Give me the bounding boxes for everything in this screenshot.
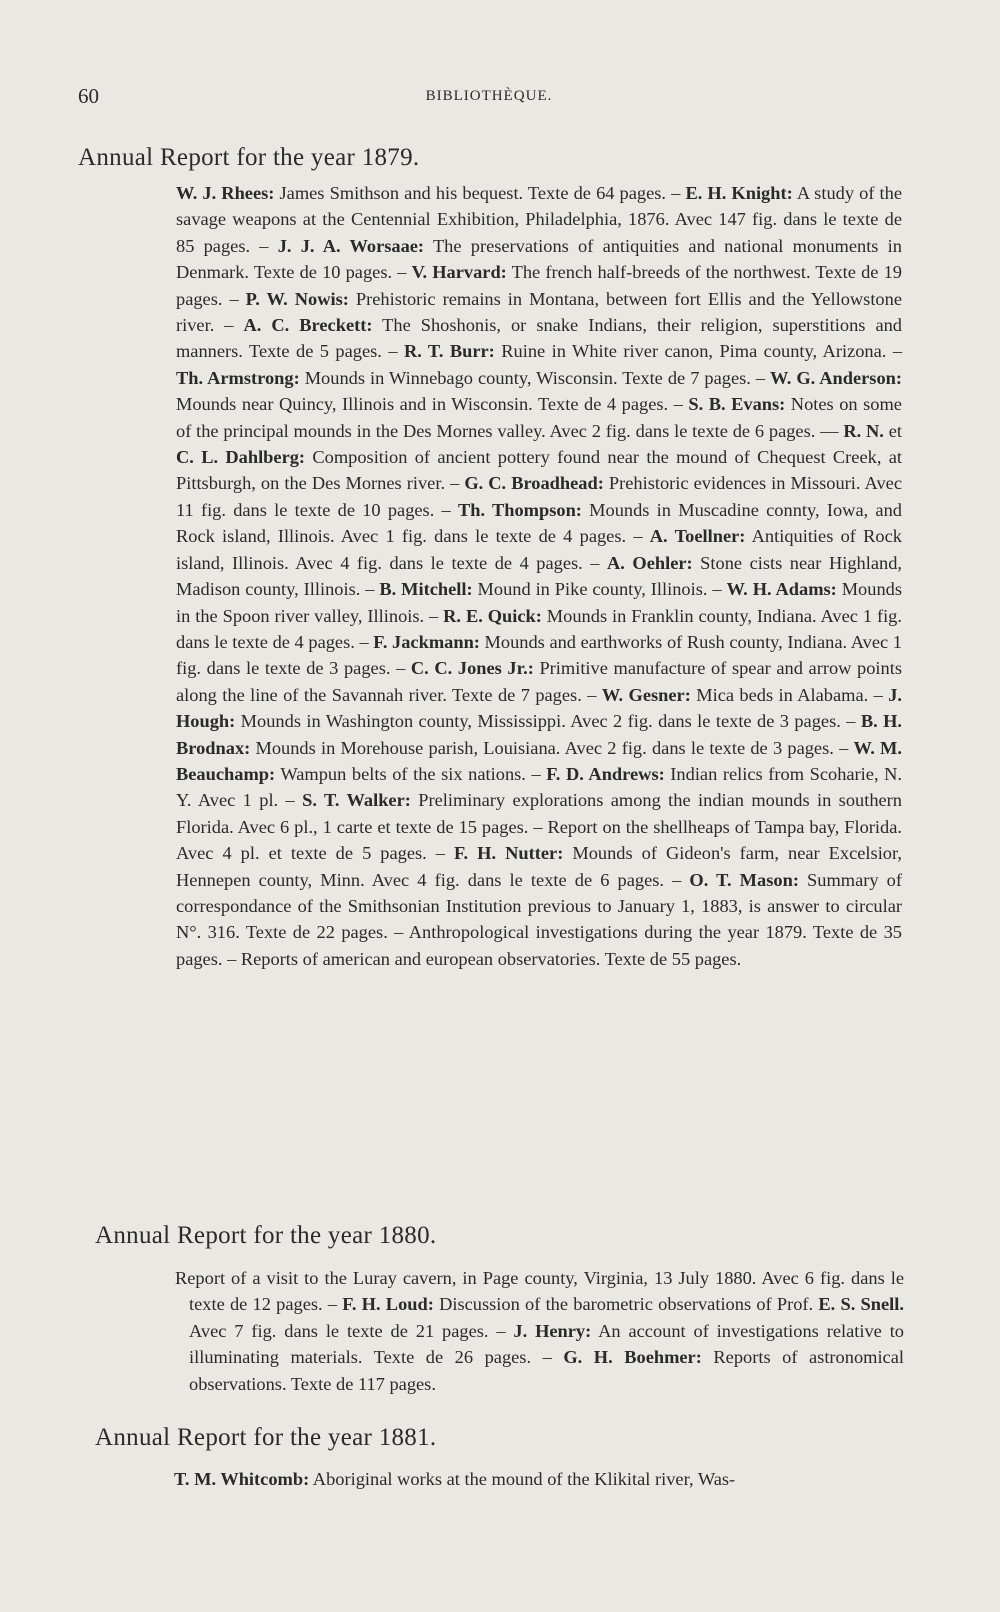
author-name: F. H. Loud: <box>342 1294 434 1315</box>
entry-text: Mounds of Gideon's farm, near Excelsior, Hennepen county, Minn. Avec 4 fig. dans le texte de 6 pages. – <box>176 843 902 890</box>
section-title-1881: Annual Report for the year 1881. <box>95 1424 437 1451</box>
author-name: B. H. Brodnax: <box>176 711 902 758</box>
author-name: W. J. Rhees: <box>176 183 275 203</box>
entry-text: Mounds in Franklin county, Indiana. Avec 1 fig. dans le texte de 4 pages. – <box>176 605 902 652</box>
author-name: W. M. Beauchamp: <box>176 737 902 784</box>
entry-text: Antiquities of Rock island, Illinois. Avec 4 fig. dans le texte de 4 pages. – <box>176 526 902 573</box>
author-name: R. T. Burr: <box>403 341 495 362</box>
author-name: B. Mitchell: <box>379 579 473 600</box>
author-name: J. Hough: <box>176 684 903 732</box>
entry-text: Ruine in White river canon, Pima county, Arizona. – <box>494 341 903 362</box>
author-name: J. J. A. Worsaae: <box>277 235 425 256</box>
entry-text: Stone cists near Highland, Madison county, Illinois. – <box>176 552 902 600</box>
author-name: C. L. Dahlberg: <box>176 447 306 468</box>
entry-text: Mounds in the Spoon river valley, Illinois. – <box>176 579 902 626</box>
entry-text: Reports of astronomical observations. Texte de 117 pages. <box>189 1347 904 1394</box>
page-number: 60 <box>78 84 99 108</box>
author-name: J. Henry: <box>513 1320 592 1341</box>
author-name: S. B. Evans: <box>688 394 786 415</box>
entry-text: The Shoshonis, or snake Indians, their religion, superstitions and manners. Texte de 5 pages. – <box>176 315 902 362</box>
author-name: E. S. Snell. <box>818 1294 904 1315</box>
author-name: S. T. Walker: <box>302 790 411 811</box>
section-title-1879: Annual Report for the year 1879. <box>78 144 420 171</box>
entry-text: An account of investigations relative to illuminating materials. Texte de 26 pages. – <box>189 1320 905 1368</box>
author-name: R. E. Quick: <box>443 605 542 626</box>
author-name: F. D. Andrews: <box>546 763 665 784</box>
author-name: P. W. Nowis: <box>245 288 349 309</box>
author-name: C. C. Jones Jr.: <box>410 658 534 679</box>
author-name: G. C. Broadhead: <box>464 473 604 494</box>
entry-text: Preliminary explorations among the indian mounds in southern Florida. Avec 6 pl., 1 carte et texte de 15 pages. – Report on the shellheaps of Tampa bay, Florida. Avec 4 pl. et texte de 5 pages. – <box>176 790 903 864</box>
entry-text: Mound in Pike county, Illinois. – <box>472 579 727 600</box>
author-name: Th. Thompson: <box>457 499 582 520</box>
running-head: BIBLIOTHÈQUE. <box>425 88 553 104</box>
entry-text: Prehistoric remains in Montana, between fort Ellis and the Yellowstone river. – <box>176 288 902 336</box>
author-name: V. Harvard: <box>411 262 507 283</box>
section-body-1879 <box>176 180 902 972</box>
entry-text: Mounds and earthworks of Rush county, Indiana. Avec 1 fig. dans le texte de 3 pages. – <box>176 631 902 679</box>
section-body-1881 <box>174 1466 904 1492</box>
author-name: E. H. Knight: <box>685 183 793 203</box>
page-header <box>78 84 900 116</box>
author-name: F. H. Nutter: <box>454 843 564 864</box>
author-name: A. Oehler: <box>607 552 693 573</box>
entry-text: Aboriginal works at the mound of the Klikital river, Was- <box>309 1469 736 1489</box>
entry-text: Summary of correspondance of the Smithsonian Institution previous to January 1, 1883, is answer to circular N°. 316. Texte de 22 pages. – Anthropological investigations during the year 1879. Texte de 35 pages. – Reports of american and european observatories. Texte de 55 pages. <box>176 869 902 969</box>
entry-text: Wampun belts of the six nations. – <box>275 763 547 784</box>
entry-text: Mounds in Muscadine connty, Iowa, and Rock island, Illinois. Avec 1 fig. dans le texte de 4 pages. – <box>176 499 902 547</box>
author-name: O. T. Mason: <box>689 869 799 890</box>
author-name: F. Jackmann: <box>373 631 480 652</box>
entry-text: James Smithson and his bequest. Texte de 64 pages. – <box>274 183 686 203</box>
author-name: A. Toellner: <box>649 526 746 547</box>
entry-text: Notes on some of the principal mounds in the Des Mornes valley. Avec 2 fig. dans le texte de 6 pages. — <box>176 394 902 441</box>
section-body-1880 <box>175 1265 905 1397</box>
author-name: R. N. <box>843 420 884 441</box>
entry-text: The preservations of antiquities and national monuments in Denmark. Texte de 10 pages. – <box>176 235 902 283</box>
entry-text: Mica beds in Alabama. – <box>690 684 889 705</box>
entry-text: Report of a visit to the Luray cavern, in Page county, Virginia, 13 July 1880. Avec 6 fig. dans le texte de 12 pages. – <box>175 1268 904 1315</box>
author-name: A. C. Breckett: <box>243 315 373 336</box>
entry-text: Composition of ancient pottery found near the mound of Chequest Creek, at Pittsburgh, on the Des Mornes river. – <box>176 447 902 494</box>
entry-text: A study of the savage weapons at the Centennial Exhibition, Philadelphia, 1876. Avec 147 fig. dans le texte de 85 pages. – <box>176 183 903 256</box>
entry-text: Mounds in Winnebago county, Wisconsin. Texte de 7 pages. – <box>299 367 771 388</box>
entry-text: Mounds near Quincy, Illinois and in Wisconsin. Texte de 4 pages. – <box>176 394 689 415</box>
author-name: T. M. Whitcomb: <box>174 1469 310 1489</box>
entry-text: Mounds in Washington county, Mississippi. Avec 2 fig. dans le texte de 3 pages. – <box>235 711 861 732</box>
author-name: Th. Armstrong: <box>176 367 300 388</box>
section-title-1880: Annual Report for the year 1880. <box>95 1222 437 1249</box>
author-name: W. Gesner: <box>601 684 691 705</box>
entry-text: Mounds in Morehouse parish, Louisiana. Avec 2 fig. dans le texte de 3 pages. – <box>250 737 854 758</box>
entry-text: Avec 7 fig. dans le texte de 21 pages. – <box>189 1320 514 1341</box>
entry-text: Primitive manufacture of spear and arrow points along the line of the Savannah river. Texte de 7 pages. – <box>176 658 903 705</box>
entry-text: et <box>883 420 902 441</box>
entry-text: Prehistoric evidences in Missouri. Avec 11 fig. dans le texte de 10 pages. – <box>176 473 902 520</box>
author-name: W. H. Adams: <box>726 579 837 600</box>
entry-text: The french half-breeds of the northwest. Texte de 19 pages. – <box>176 262 902 309</box>
author-name: G. H. Boehmer: <box>563 1347 702 1368</box>
entry-text: Discussion of the barometric observations of Prof. <box>433 1294 819 1315</box>
author-name: W. G. Anderson: <box>770 367 902 388</box>
entry-text: Indian relics from Scoharie, N. Y. Avec 1 pl. – <box>176 763 902 811</box>
